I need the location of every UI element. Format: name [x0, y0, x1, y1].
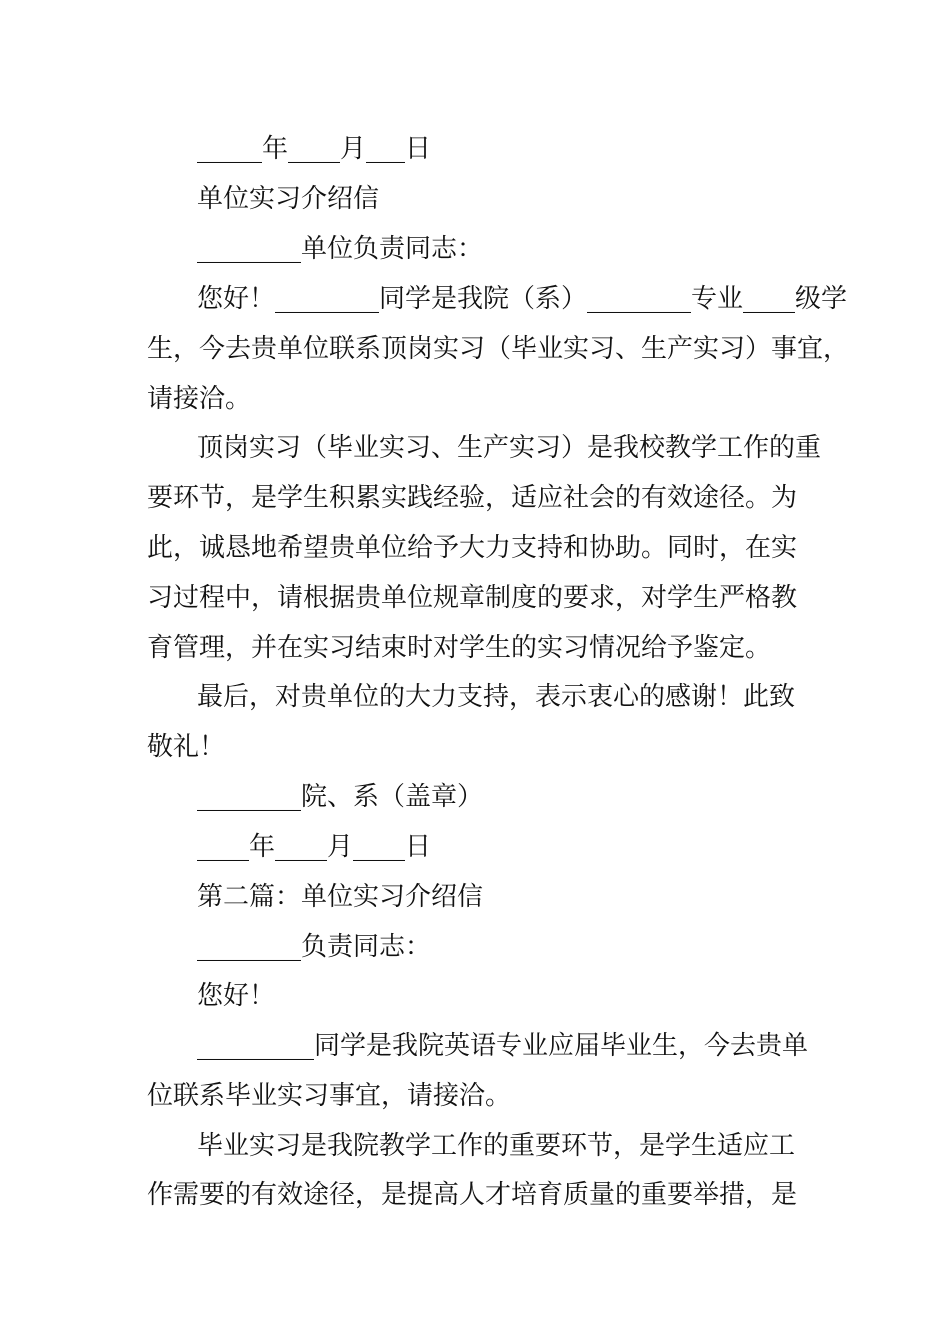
body-paragraph-line: 请接洽。 [147, 384, 252, 414]
body-paragraph-line: 最后，对贵单位的大力支持，表示衷心的感谢！此致 [197, 682, 796, 712]
body-paragraph-line: _________同学是我院英语专业应届毕业生，今去贵单 [197, 1031, 809, 1061]
body-paragraph-line: 作需要的有效途径，是提高人才培育质量的重要举措，是 [147, 1180, 798, 1210]
body-paragraph-line: 育管理，并在实习结束时对学生的实习情况给予鉴定。 [147, 633, 772, 663]
body-paragraph-line: 毕业实习是我院教学工作的重要环节，是学生适应工 [197, 1131, 796, 1161]
salutation-1: ________单位负责同志： [197, 234, 484, 264]
date-line-1: _____年____月___日 [197, 134, 432, 164]
body-paragraph-line: 此，诚恳地希望贵单位给予大力支持和协助。同时，在实 [147, 533, 798, 563]
body-paragraph-line: 习过程中，请根据贵单位规章制度的要求，对学生严格教 [147, 583, 798, 613]
body-paragraph-line: 位联系毕业实习事宜，请接洽。 [147, 1081, 512, 1111]
body-paragraph-line: 生，今去贵单位联系顶岗实习（毕业实习、生产实习）事宜， [147, 334, 850, 364]
greeting: 您好！ [197, 981, 276, 1011]
body-paragraph-line: 要环节，是学生积累实践经验，适应社会的有效途径。为 [147, 483, 798, 513]
body-paragraph-line: 顶岗实习（毕业实习、生产实习）是我校教学工作的重 [197, 433, 822, 463]
signature-line: ________院、系（盖章） [197, 782, 484, 812]
body-paragraph-line: 您好！________同学是我院（系）________专业____级学 [197, 284, 848, 314]
letter-title-1: 单位实习介绍信 [197, 184, 380, 214]
section-heading: 第二篇：单位实习介绍信 [197, 882, 484, 912]
date-line-2: ____年____月____日 [197, 832, 432, 862]
salutation-2: ________负责同志： [197, 932, 432, 962]
body-paragraph-line: 敬礼！ [147, 732, 226, 762]
